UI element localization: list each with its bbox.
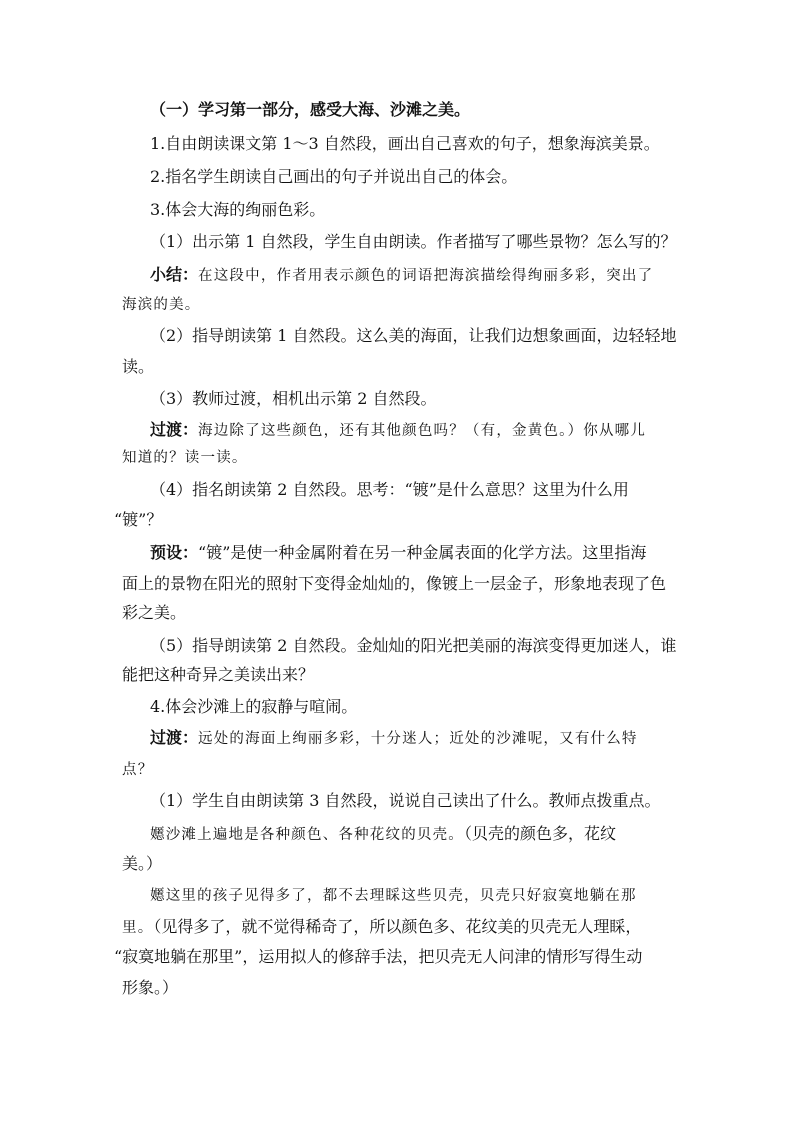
paragraph-line: 读。 [122, 357, 155, 376]
paragraph-line: 能把这种奇异之美读出来？ [122, 665, 315, 684]
paragraph-line: “镀”？ [114, 510, 163, 529]
summary-text: 在这段中，作者用表示颜色的词语把海滨描绘得绚丽多彩，突出了 [198, 268, 654, 284]
quote-text: 里。 [122, 920, 154, 936]
transition-line [150, 726, 638, 751]
paragraph-line: （1）学生自由朗读第 3 自然段，说说自己读出了什么。教师点拨重点。 [150, 791, 661, 810]
transition-label: 过渡： [150, 728, 199, 747]
paragraph-line: （3）教师过渡，相机出示第 2 自然段。 [150, 389, 437, 408]
transition-label: 过渡： [150, 420, 199, 439]
transition-line [150, 418, 646, 443]
transition-text: 海边除了这些颜色，还有其他颜色吗？（有，金黄色。）你从哪儿 [198, 423, 647, 439]
preset-line [150, 541, 646, 565]
paragraph-line: 4.体会沙滩上的寂静与喧闹。 [150, 697, 358, 716]
preset-label: 预设： [150, 543, 199, 562]
transition-continuation: 知道的？读一读。 [122, 450, 248, 466]
paragraph-line: 面上的景物在阳光的照射下变得金灿灿的，像镀上一层金子，形象地表现了色 [122, 574, 667, 593]
paragraph-line: “寂寞地躺在那里”，运用拟人的修辞手法，把贝壳无人问津的情形写得生动 [114, 947, 643, 966]
quote-line [122, 915, 641, 940]
summary-line [150, 263, 653, 288]
paragraph-line: （1）出示第 1 自然段，学生自由朗读。作者描写了哪些景物？怎么写的？ [150, 232, 677, 251]
quote-line [150, 822, 616, 847]
summary-label: 小结： [150, 265, 199, 284]
preset-text: “镀”是使一种金属附着在另一种金属表面的化学方法。这里指海 [198, 543, 647, 562]
paragraph-line: 形象。） [122, 978, 179, 997]
transition-text: 远处的海面上绚丽多彩，十分迷人；近处的沙滩呢，又有什么特 [198, 731, 638, 747]
paragraph-line: （4）指名朗读第 2 自然段。思考：“镀”是什么意思？这里为什么用 [150, 480, 629, 499]
paragraph-line: （5）指导朗读第 2 自然段。金灿灿的阳光把美丽的海滨变得更加迷人，谁 [150, 636, 677, 655]
quote-text: 嬺沙滩上遍地是各种颜色、各种花纹的贝壳。 [150, 827, 464, 843]
paragraph-line: 1.自由朗读课文第 1～3 自然段，画出自己喜欢的句子，想象海滨美景。 [150, 134, 660, 153]
paragraph-line: 3.体会大海的绚丽色彩。 [150, 200, 326, 219]
transition-continuation: 点？ [122, 762, 154, 778]
paragraph-line: （2）指导朗读第 1 自然段。这么美的海面，让我们边想象画面，边轻轻地 [150, 326, 677, 345]
quote-note: （见得多了，就不觉得稀奇了，所以颜色多、花纹美的贝壳无人理睬， [153, 917, 642, 936]
paragraph-line: 彩之美。 [122, 603, 187, 622]
quote-note: （贝壳的颜色多，花纹 [464, 824, 617, 843]
summary-continuation: 海滨的美。 [122, 297, 201, 313]
quote-text: 嬺这里的孩子见得多了，都不去理睬这些贝壳，贝壳只好寂寞地躺在那 [150, 888, 637, 904]
section-heading: （一）学习第一部分，感受大海、沙滩之美。 [150, 100, 471, 119]
paragraph-line: 美。） [122, 854, 163, 873]
paragraph-line: 2.指名学生朗读自己画出的句子并说出自己的体会。 [150, 167, 518, 186]
